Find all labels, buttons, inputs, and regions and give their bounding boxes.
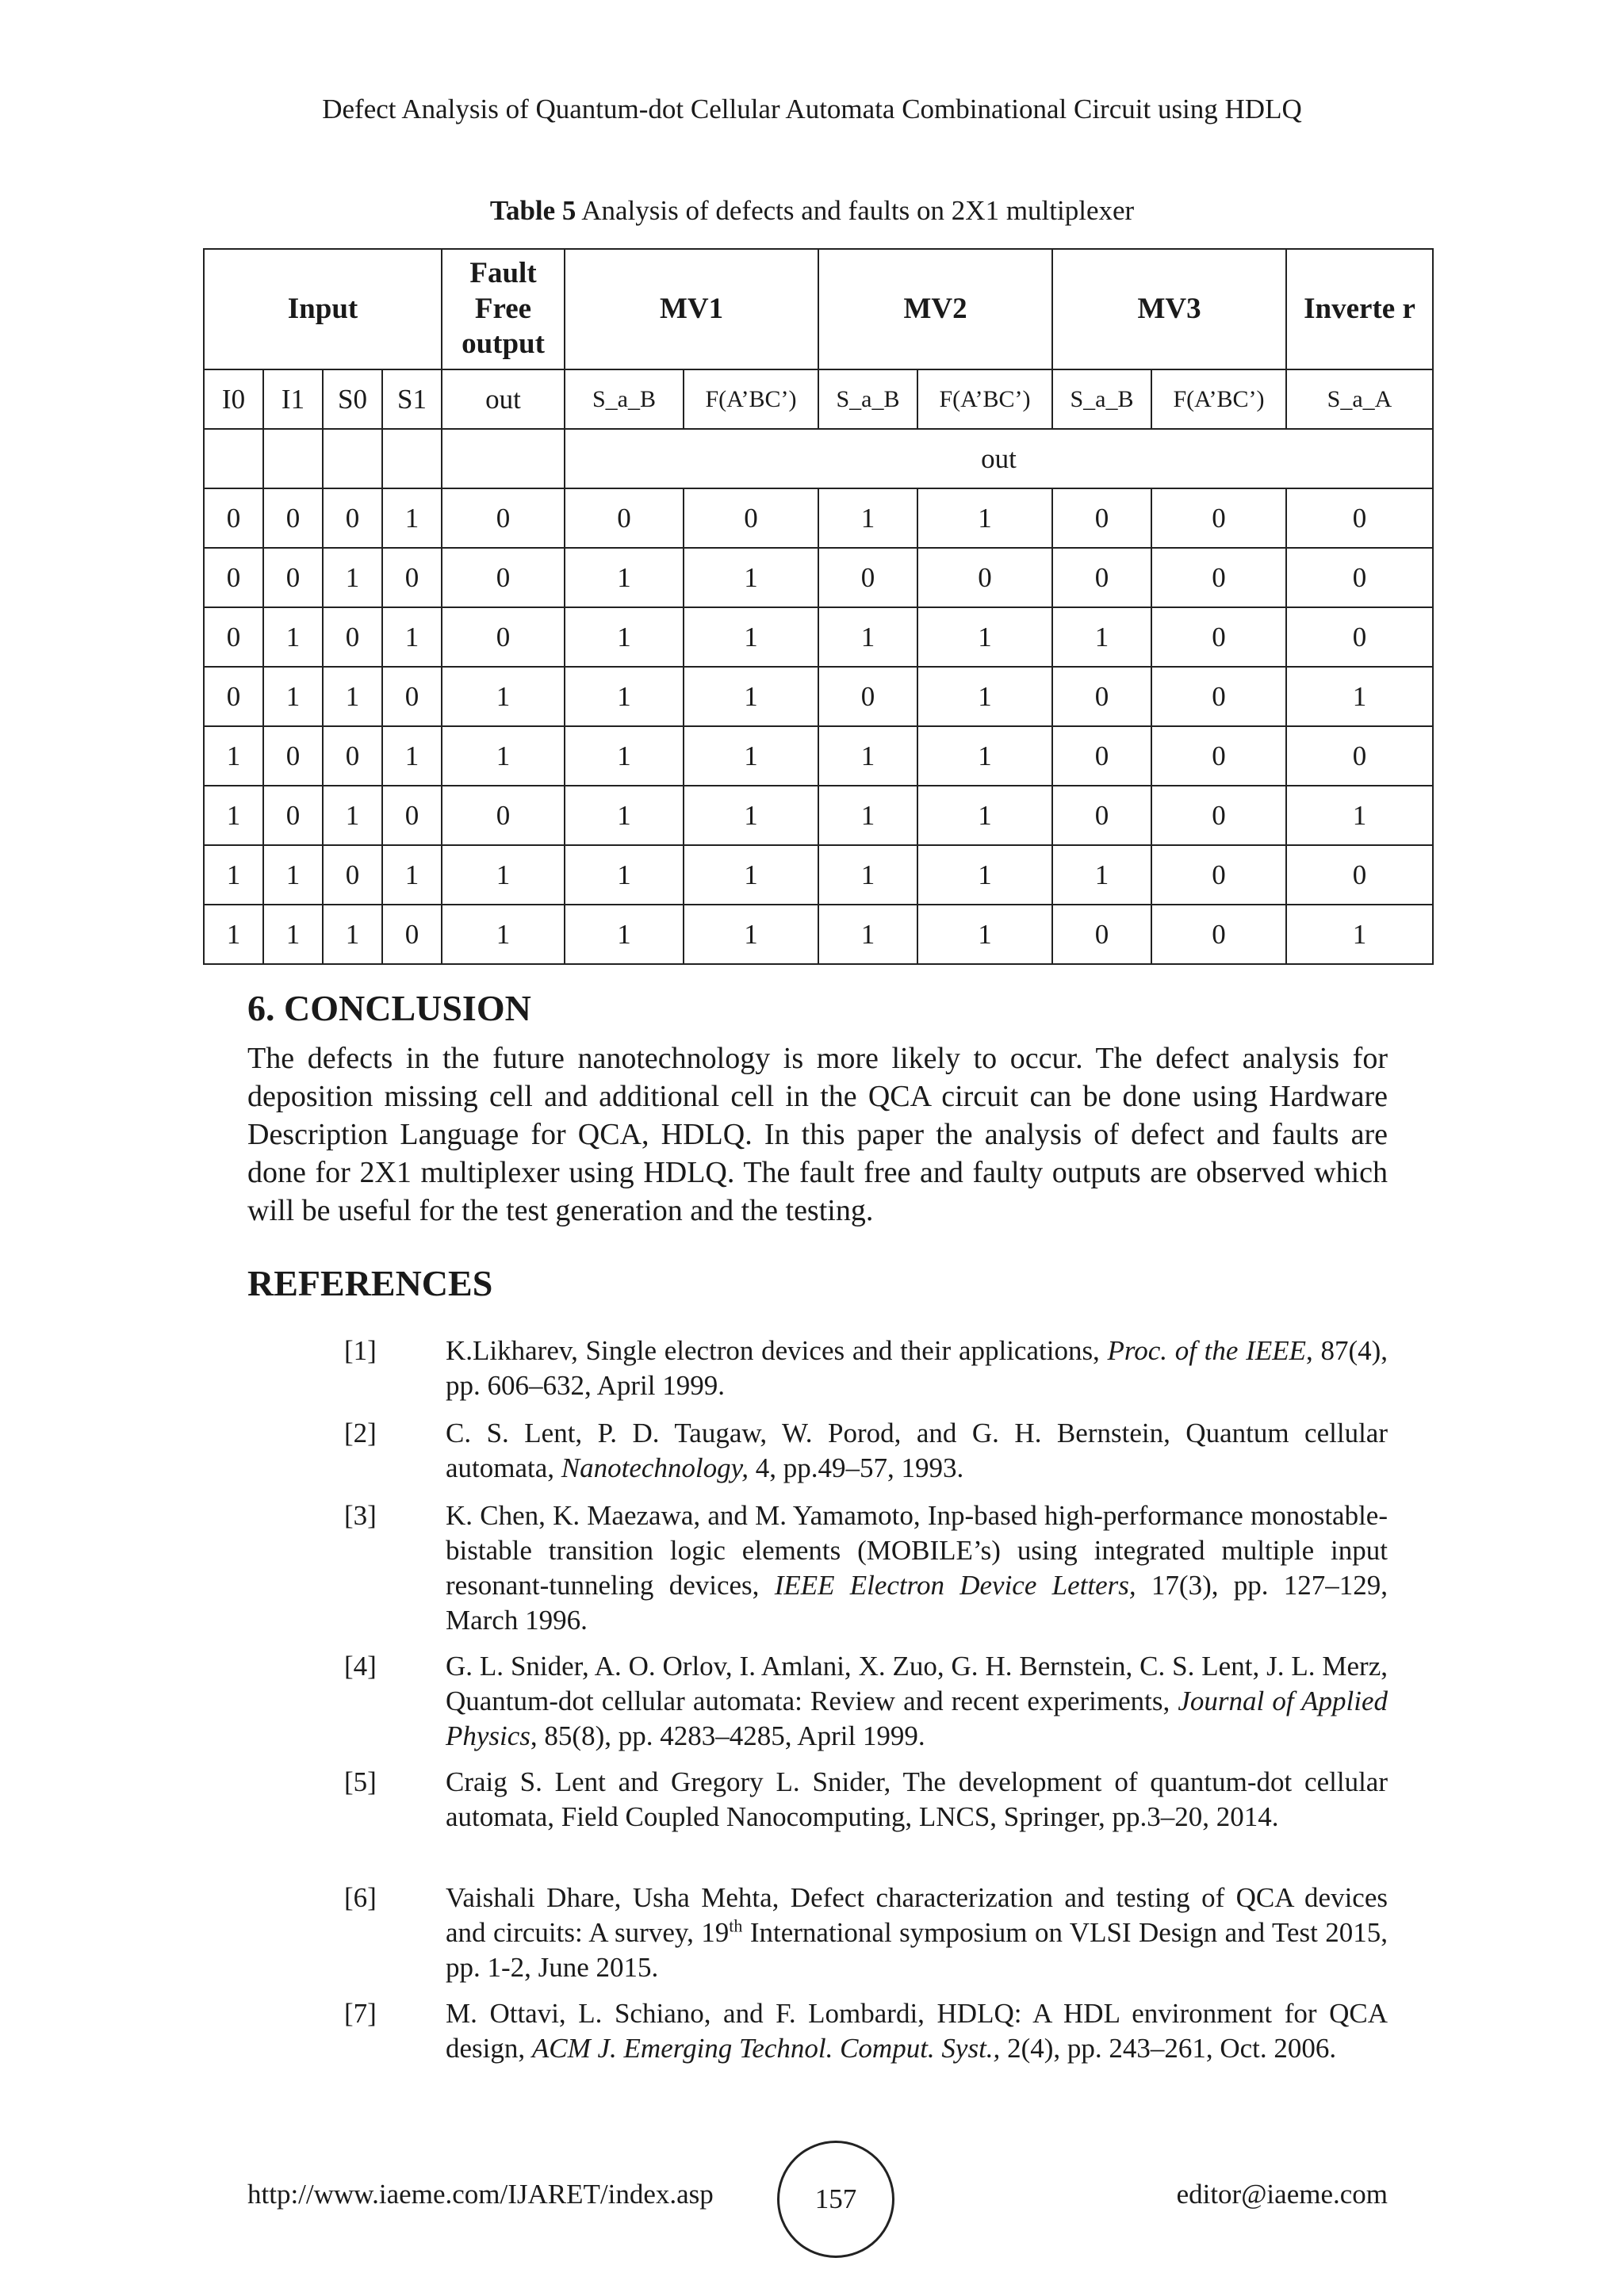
out-label: out bbox=[565, 429, 1433, 488]
table-row bbox=[204, 667, 1433, 726]
table-cell: 1 bbox=[818, 845, 917, 905]
table-cell: 1 bbox=[917, 845, 1052, 905]
table-cell: 0 bbox=[323, 488, 382, 548]
column-header: I0 bbox=[204, 369, 263, 429]
table-column-headers bbox=[204, 369, 1433, 429]
table-cell: 0 bbox=[382, 667, 442, 726]
mv2-header: MV2 bbox=[818, 249, 1052, 369]
table-cell: 1 bbox=[323, 905, 382, 964]
table-row bbox=[204, 488, 1433, 548]
table-cell: 0 bbox=[204, 607, 263, 667]
table-cell: 0 bbox=[323, 726, 382, 786]
reference-text: K.Likharev, Single electron devices and their applications, Proc. of the IEEE, 87(4), pp. 606–632, April 1999. bbox=[446, 1335, 1388, 1401]
table-cell: 0 bbox=[1052, 905, 1151, 964]
table-cell: 0 bbox=[1052, 548, 1151, 607]
table-header-groups bbox=[204, 249, 1433, 369]
table-cell: 1 bbox=[382, 488, 442, 548]
conclusion-body: The defects in the future nanotechnology is more likely to occur. The defect analysis for deposition missing cell and additional cell in the QCA circuit can be done using Hardware Description Language for QCA, HDLQ. In this paper the analysis of defect and faults are done for 2X1 multiplexer using HDLQ. The fault free and faulty outputs are observed which will be useful for the test generation and the testing. bbox=[247, 1042, 1388, 1227]
table-row bbox=[204, 548, 1433, 607]
table-cell: 1 bbox=[442, 905, 565, 964]
table-cell: 1 bbox=[565, 726, 684, 786]
table-cell: 1 bbox=[917, 607, 1052, 667]
table-row bbox=[204, 726, 1433, 786]
table-cell: 1 bbox=[684, 726, 818, 786]
reference-number: [5] bbox=[344, 1766, 377, 1797]
table-cell: 1 bbox=[382, 607, 442, 667]
reference-text: Vaishali Dhare, Usha Mehta, Defect characterization and testing of QCA devices and circuits: A survey, 19th International symposium on VLSI Design and Test 2015, pp. 1-2, June 2015. bbox=[446, 1882, 1388, 1983]
input-group-header: Input bbox=[204, 249, 442, 369]
column-header: S_a_B bbox=[818, 369, 917, 429]
table-cell: 0 bbox=[1151, 607, 1286, 667]
table-cell: 0 bbox=[204, 667, 263, 726]
table-cell: 1 bbox=[565, 667, 684, 726]
mv1-header: MV1 bbox=[565, 249, 818, 369]
table-cell: 0 bbox=[442, 488, 565, 548]
table-cell: 0 bbox=[442, 786, 565, 845]
column-header: F(A’BC’) bbox=[1151, 369, 1286, 429]
page-number: 157 bbox=[777, 2141, 894, 2258]
reference-item bbox=[344, 1996, 1388, 2066]
references-heading: REFERENCES bbox=[247, 1263, 493, 1303]
reference-number: [3] bbox=[344, 1500, 377, 1531]
mv3-header: MV3 bbox=[1052, 249, 1286, 369]
table-cell: 0 bbox=[323, 845, 382, 905]
running-header: Defect Analysis of Quantum-dot Cellular Automata Combinational Circuit using HDLQ bbox=[322, 94, 1302, 124]
footer-email-link[interactable]: editor@iaeme.com bbox=[1176, 2179, 1388, 2210]
table-cell: 0 bbox=[263, 786, 323, 845]
conclusion-heading: 6. CONCLUSION bbox=[247, 988, 531, 1028]
table-cell: 1 bbox=[917, 786, 1052, 845]
empty-cell bbox=[323, 429, 382, 488]
table-cell: 0 bbox=[1151, 488, 1286, 548]
reference-number: [4] bbox=[344, 1651, 377, 1682]
table-row bbox=[204, 845, 1433, 905]
table-cell: 1 bbox=[263, 905, 323, 964]
table-row bbox=[204, 786, 1433, 845]
table-cell: 0 bbox=[1052, 726, 1151, 786]
table-cell: 1 bbox=[382, 726, 442, 786]
reference-text: K. Chen, K. Maezawa, and M. Yamamoto, Inp-based high-performance monostable-bistable transition logic elements (MOBILE’s) using integrated multiple input resonant-tunneling devices, IEEE Electron Device Letters, 17(3), pp. 127–129, March 1996. bbox=[446, 1500, 1388, 1636]
table-cell: 0 bbox=[1286, 845, 1433, 905]
table-cell: 1 bbox=[263, 845, 323, 905]
column-header: S1 bbox=[382, 369, 442, 429]
table-cell: 1 bbox=[204, 726, 263, 786]
table-cell: 1 bbox=[204, 786, 263, 845]
table-caption bbox=[0, 195, 1624, 227]
table-cell: 0 bbox=[263, 548, 323, 607]
table-cell: 0 bbox=[818, 548, 917, 607]
table-cell: 0 bbox=[442, 548, 565, 607]
out-label-row bbox=[204, 429, 1433, 488]
table-cell: 1 bbox=[1286, 667, 1433, 726]
footer-url-link[interactable]: http://www.iaeme.com/IJARET/index.asp bbox=[247, 2179, 714, 2210]
table-cell: 0 bbox=[1052, 667, 1151, 726]
empty-cell bbox=[382, 429, 442, 488]
empty-cell bbox=[263, 429, 323, 488]
table-cell: 0 bbox=[1151, 905, 1286, 964]
empty-cell bbox=[204, 429, 263, 488]
table-row bbox=[204, 905, 1433, 964]
table-cell: 1 bbox=[565, 607, 684, 667]
table-cell: 1 bbox=[684, 667, 818, 726]
table-cell: 1 bbox=[684, 548, 818, 607]
table-cell: 0 bbox=[1286, 548, 1433, 607]
table-cell: 0 bbox=[1151, 786, 1286, 845]
table-cell: 0 bbox=[263, 488, 323, 548]
table-cell: 0 bbox=[1151, 845, 1286, 905]
table-cell: 1 bbox=[684, 905, 818, 964]
table-cell: 0 bbox=[204, 488, 263, 548]
column-header: S_a_B bbox=[1052, 369, 1151, 429]
column-header: F(A’BC’) bbox=[684, 369, 818, 429]
table-cell: 1 bbox=[323, 667, 382, 726]
table-cell: 0 bbox=[442, 607, 565, 667]
table-row bbox=[204, 607, 1433, 667]
reference-text: G. L. Snider, A. O. Orlov, I. Amlani, X. Zuo, G. H. Bernstein, C. S. Lent, J. L. Merz, Quantum-dot cellular automata: Review and recent experiments, Journal of Applied Physics, 85(8), pp. 4283–4285, April 1999. bbox=[446, 1651, 1388, 1751]
table-cell: 0 bbox=[818, 667, 917, 726]
table-cell: 1 bbox=[204, 845, 263, 905]
column-header: S_a_A bbox=[1286, 369, 1433, 429]
table-cell: 0 bbox=[263, 726, 323, 786]
table-cell: 1 bbox=[204, 905, 263, 964]
table-cell: 0 bbox=[1052, 488, 1151, 548]
table-cell: 1 bbox=[917, 726, 1052, 786]
reference-item bbox=[344, 1765, 1388, 1835]
table-cell: 1 bbox=[684, 845, 818, 905]
table-cell: 0 bbox=[1151, 548, 1286, 607]
table-cell: 1 bbox=[565, 905, 684, 964]
reference-number: [2] bbox=[344, 1418, 377, 1448]
table-cell: 0 bbox=[1286, 726, 1433, 786]
reference-item bbox=[344, 1498, 1388, 1638]
table-cell: 1 bbox=[684, 786, 818, 845]
table-cell: 0 bbox=[684, 488, 818, 548]
table-cell: 1 bbox=[442, 726, 565, 786]
table-cell: 1 bbox=[565, 786, 684, 845]
table-cell: 0 bbox=[1052, 786, 1151, 845]
table-cell: 0 bbox=[917, 548, 1052, 607]
table-cell: 0 bbox=[1286, 607, 1433, 667]
table-cell: 1 bbox=[565, 548, 684, 607]
reference-item bbox=[344, 1334, 1388, 1403]
table-cell: 1 bbox=[684, 607, 818, 667]
table-cell: 1 bbox=[818, 607, 917, 667]
reference-number: [1] bbox=[344, 1335, 377, 1366]
column-header: I1 bbox=[263, 369, 323, 429]
table-cell: 1 bbox=[1052, 845, 1151, 905]
reference-item bbox=[344, 1649, 1388, 1754]
table-cell: 1 bbox=[1286, 905, 1433, 964]
table-cell: 0 bbox=[204, 548, 263, 607]
table-cell: 1 bbox=[565, 845, 684, 905]
table-cell: 0 bbox=[323, 607, 382, 667]
table-cell: 1 bbox=[323, 786, 382, 845]
table-cell: 1 bbox=[323, 548, 382, 607]
defect-analysis-table bbox=[203, 248, 1434, 965]
table-cell: 1 bbox=[263, 607, 323, 667]
reference-item bbox=[344, 1416, 1388, 1486]
table-cell: 1 bbox=[442, 667, 565, 726]
column-header: out bbox=[442, 369, 565, 429]
table-cell: 0 bbox=[382, 786, 442, 845]
table-cell: 1 bbox=[1052, 607, 1151, 667]
table-cell: 0 bbox=[1151, 667, 1286, 726]
reference-text: M. Ottavi, L. Schiano, and F. Lombardi, HDLQ: A HDL environment for QCA design, ACM J. Emerging Technol. Comput. Syst., 2(4), pp. 243–261, Oct. 2006. bbox=[446, 1998, 1388, 2064]
table-cell: 0 bbox=[1286, 488, 1433, 548]
table-cell: 1 bbox=[382, 845, 442, 905]
table-cell: 0 bbox=[382, 905, 442, 964]
table-cell: 1 bbox=[818, 905, 917, 964]
table-cell: 1 bbox=[818, 488, 917, 548]
table-cell: 0 bbox=[382, 548, 442, 607]
fault-free-output-header: Fault Free output bbox=[442, 249, 565, 369]
column-header: S_a_B bbox=[565, 369, 684, 429]
column-header: F(A’BC’) bbox=[917, 369, 1052, 429]
table-cell: 1 bbox=[818, 726, 917, 786]
table-cell: 1 bbox=[917, 667, 1052, 726]
table-caption-label: Table 5 bbox=[489, 195, 576, 226]
column-header: S0 bbox=[323, 369, 382, 429]
reference-number: [6] bbox=[344, 1882, 377, 1913]
reference-item bbox=[344, 1881, 1388, 1985]
table-cell: 1 bbox=[1286, 786, 1433, 845]
table-cell: 0 bbox=[565, 488, 684, 548]
reference-text: Craig S. Lent and Gregory L. Snider, The development of quantum-dot cellular automata, Field Coupled Nanocomputing, LNCS, Springer, pp.3–20, 2014. bbox=[446, 1766, 1388, 1832]
table-caption-text: Analysis of defects and faults on 2X1 multiplexer bbox=[576, 195, 1135, 226]
empty-cell bbox=[442, 429, 565, 488]
reference-number: [7] bbox=[344, 1998, 377, 2029]
table-cell: 1 bbox=[442, 845, 565, 905]
table-cell: 1 bbox=[917, 905, 1052, 964]
table-cell: 1 bbox=[263, 667, 323, 726]
table-cell: 1 bbox=[917, 488, 1052, 548]
table-cell: 1 bbox=[818, 786, 917, 845]
table-cell: 0 bbox=[1151, 726, 1286, 786]
reference-text: C. S. Lent, P. D. Taugaw, W. Porod, and G. H. Bernstein, Quantum cellular automata, Nanotechnology, 4, pp.49–57, 1993. bbox=[446, 1418, 1388, 1483]
inverter-header: Inverte r bbox=[1286, 249, 1433, 369]
